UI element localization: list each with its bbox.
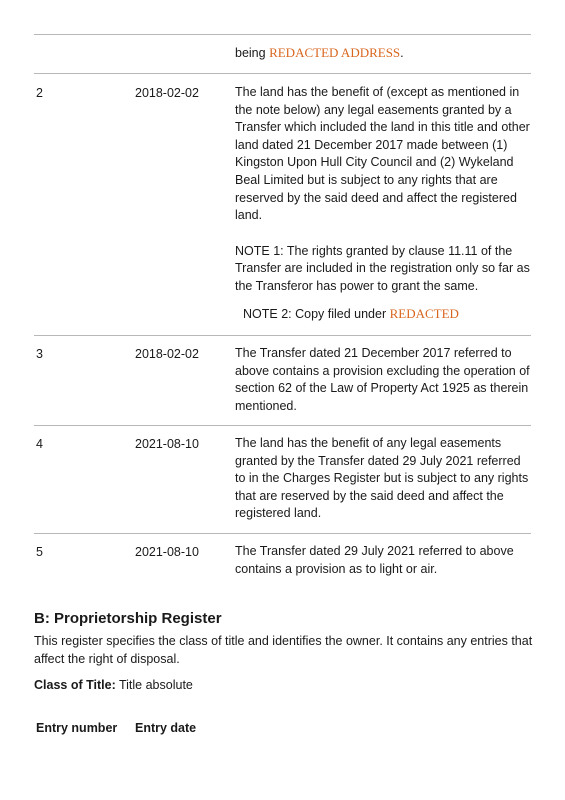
- entry-number: 5: [36, 545, 43, 559]
- class-of-title: [34, 676, 193, 694]
- class-of-title-label: Class of Title:: [34, 678, 116, 692]
- entry-text: The Transfer dated 21 December 2017 referred to above contains a provision excluding the operation of section 62 of the Law of Property Act 1925 as therein mentioned.: [235, 346, 530, 413]
- entry-paragraph: The land has the benefit of (except as mentioned in the note below) any legal easements granted by a Transfer which included the land in this title and other land dated 21 December 2017 made between (1) Kingston Upon Hull City Council and (2) Wykeland Beal Limited but is subject to any rights that are reserved by the said deed and affect the registered land.: [235, 85, 530, 223]
- entry-date: 2018-02-02: [135, 347, 199, 361]
- entry-text: The land has the benefit of any legal easements granted by the Transfer dated 29 July 2021 referred to in the Charges Register but is subject to any rights that are reserved by the said deed and affect the registered land.: [235, 436, 529, 521]
- redacted-reference: REDACTED: [389, 306, 459, 321]
- row-divider: [34, 533, 531, 534]
- column-header-entry-number: Entry number: [36, 721, 118, 735]
- redacted-address: REDACTED ADDRESS: [269, 45, 401, 60]
- row-divider: [34, 335, 531, 336]
- entry-date: 2021-08-10: [135, 437, 199, 451]
- section-intro: This register specifies the class of title and identifies the owner. It contains any entries that affect the right of disposal.: [34, 634, 533, 666]
- row-divider: [34, 34, 531, 35]
- entry-note-2: [243, 305, 459, 323]
- section-heading: B: Proprietorship Register: [34, 610, 222, 627]
- entry-text: [235, 84, 533, 296]
- row-divider: [34, 73, 531, 74]
- entry-text: The Transfer dated 29 July 2021 referred to above contains a provision as to light or air.: [235, 544, 514, 576]
- column-header-entry-date: Entry date: [135, 721, 197, 735]
- entry-date: 2021-08-10: [135, 545, 199, 559]
- entry-number: 3: [36, 347, 43, 361]
- entry-number: 4: [36, 437, 43, 451]
- row-divider: [34, 425, 531, 426]
- entry-note-1: NOTE 1: The rights granted by clause 11.11 of the Transfer are included in the registration only so far as the Transferor has power to grant the same.: [235, 243, 530, 293]
- class-of-title-value: Title absolute: [115, 678, 193, 692]
- note-2-prefix: NOTE 2: Copy filed under: [243, 307, 390, 321]
- continuation-suffix: .: [400, 46, 404, 60]
- entry-number: 2: [36, 86, 43, 100]
- continuation-prefix: being: [235, 46, 270, 60]
- continuation-text: [235, 44, 533, 63]
- entry-date: 2018-02-02: [135, 86, 199, 100]
